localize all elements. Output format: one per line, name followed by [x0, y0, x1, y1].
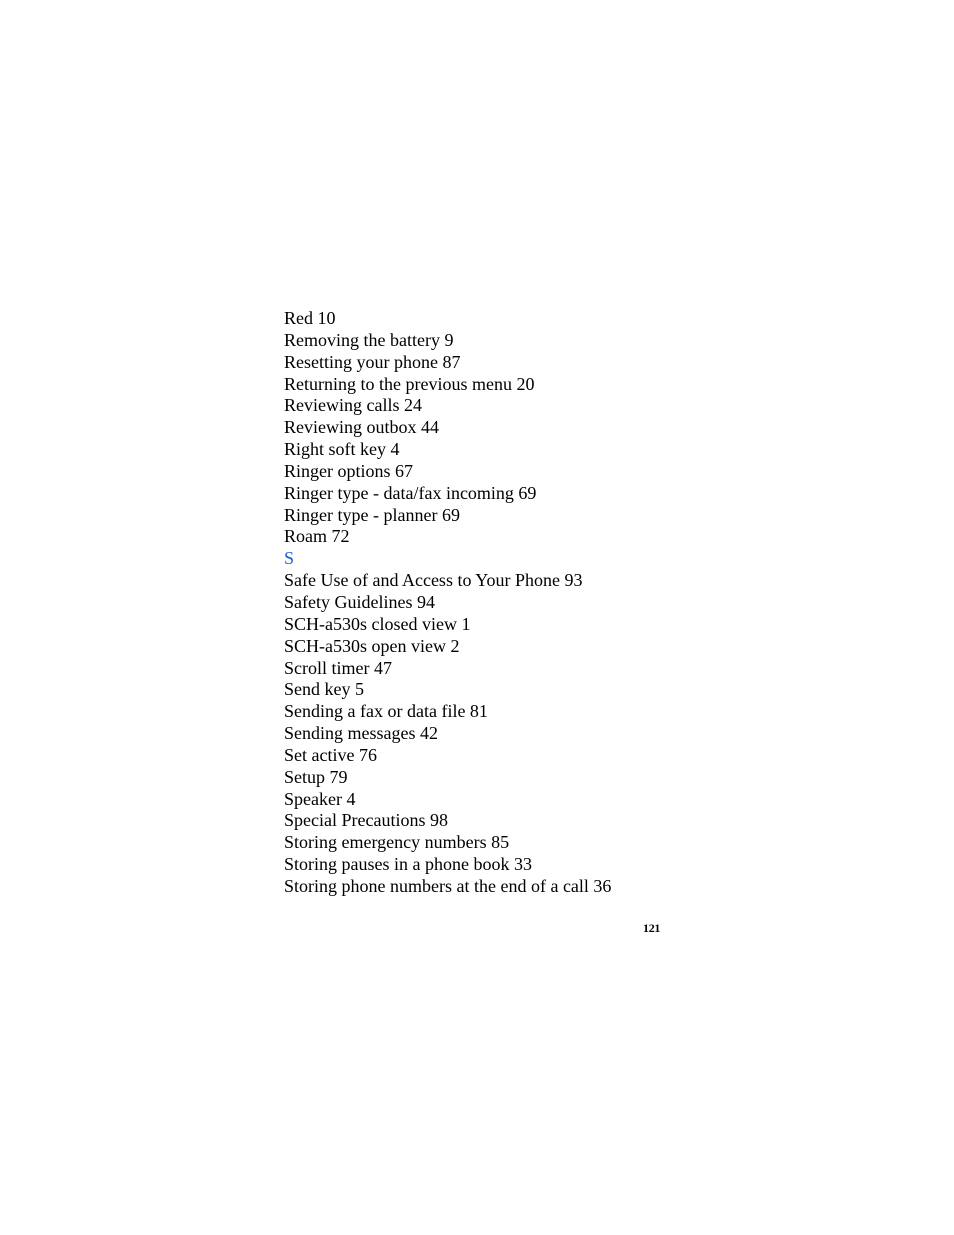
- index-entry: Safe Use of and Access to Your Phone 93: [284, 570, 583, 591]
- index-entry: Reviewing calls 24: [284, 395, 422, 416]
- index-entry: Sending messages 42: [284, 723, 438, 744]
- index-entry: SCH-a530s closed view 1: [284, 613, 471, 634]
- index-entry: Returning to the previous menu 20: [284, 373, 535, 394]
- index-entry: Send key 5: [284, 679, 364, 700]
- index-entry: Special Precautions 98: [284, 810, 448, 831]
- index-entry: SCH-a530s open view 2: [284, 635, 460, 656]
- section-letter-s: S: [284, 548, 295, 569]
- index-entry: Storing phone numbers at the end of a call 36: [284, 875, 612, 896]
- index-entry: Resetting your phone 87: [284, 351, 461, 372]
- index-entry: Ringer type - data/fax incoming 69: [284, 482, 537, 503]
- index-entry: Scroll timer 47: [284, 657, 392, 678]
- index-entry: Sending a fax or data file 81: [284, 701, 488, 722]
- index-entry: Ringer options 67: [284, 460, 413, 481]
- index-list: [284, 308, 724, 898]
- index-entry: Ringer type - planner 69: [284, 504, 460, 525]
- index-entry: Setup 79: [284, 766, 348, 787]
- index-entry: Safety Guidelines 94: [284, 591, 435, 612]
- index-entry: Red 10: [284, 308, 336, 328]
- index-entry: Set active 76: [284, 744, 377, 765]
- index-entry: Removing the battery 9: [284, 329, 454, 350]
- index-entry: Right soft key 4: [284, 439, 400, 460]
- index-entry: Roam 72: [284, 526, 350, 547]
- index-entry: Storing pauses in a phone book 33: [284, 854, 532, 875]
- index-entry: Reviewing outbox 44: [284, 417, 439, 438]
- page-number: 121: [643, 921, 661, 935]
- index-entry: Speaker 4: [284, 788, 356, 809]
- index-entry: Storing emergency numbers 85: [284, 832, 510, 853]
